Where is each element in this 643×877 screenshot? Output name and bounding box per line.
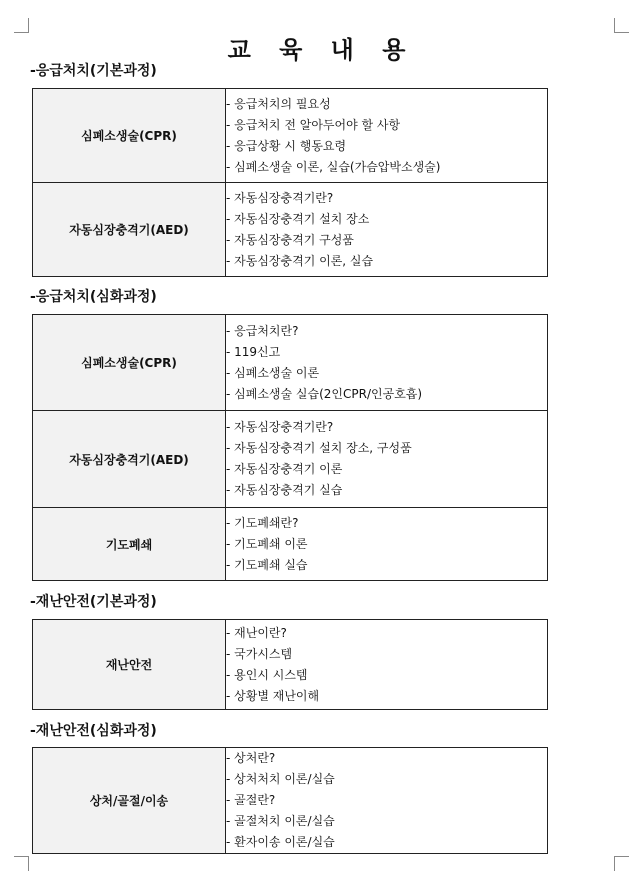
category-cell: 자동심장충격기(AED) bbox=[33, 411, 226, 508]
course-table bbox=[32, 88, 548, 277]
table-row bbox=[33, 315, 548, 411]
items-cell bbox=[226, 315, 548, 411]
list-item: - 자동심장충격기 설치 장소 bbox=[226, 209, 547, 230]
list-item: - 골절란? bbox=[226, 790, 547, 811]
list-item: - 응급상황 시 행동요령 bbox=[226, 136, 547, 157]
items-cell bbox=[226, 183, 548, 277]
section-heading: -응급처치(심화과정) bbox=[30, 289, 157, 305]
list-item: - 자동심장충격기란? bbox=[226, 188, 547, 209]
list-item: - 국가시스템 bbox=[226, 644, 547, 665]
section-heading: -재난안전(기본과정) bbox=[30, 594, 157, 610]
items-cell bbox=[226, 411, 548, 508]
items-cell bbox=[226, 508, 548, 581]
items-cell bbox=[226, 748, 548, 854]
items-cell bbox=[226, 89, 548, 183]
table-row bbox=[33, 508, 548, 581]
list-item: - 응급처치의 필요성 bbox=[226, 94, 547, 115]
list-item: - 자동심장충격기란? bbox=[226, 417, 547, 438]
page-corner-mark bbox=[614, 856, 629, 871]
page-corner-mark bbox=[14, 856, 29, 871]
category-cell: 심폐소생술(CPR) bbox=[33, 89, 226, 183]
list-item: - 응급처치 전 알아두어야 할 사항 bbox=[226, 115, 547, 136]
table-row bbox=[33, 183, 548, 277]
list-item: - 심폐소생술 실습(2인CPR/인공호흡) bbox=[226, 384, 547, 405]
category-cell: 상처/골절/이송 bbox=[33, 748, 226, 854]
list-item: - 기도폐쇄 실습 bbox=[226, 555, 547, 576]
list-item: - 자동심장충격기 구성품 bbox=[226, 230, 547, 251]
list-item: - 기도폐쇄란? bbox=[226, 513, 547, 534]
table-row bbox=[33, 620, 548, 710]
table-row bbox=[33, 411, 548, 508]
category-cell: 기도폐쇄 bbox=[33, 508, 226, 581]
document-title: 교 육 내 용 bbox=[227, 36, 416, 64]
list-item: - 119신고 bbox=[226, 342, 547, 363]
category-cell: 자동심장충격기(AED) bbox=[33, 183, 226, 277]
category-cell: 재난안전 bbox=[33, 620, 226, 710]
list-item: - 기도폐쇄 이론 bbox=[226, 534, 547, 555]
section-heading: -재난안전(심화과정) bbox=[30, 723, 157, 739]
list-item: - 자동심장충격기 이론, 실습 bbox=[226, 251, 547, 272]
course-table bbox=[32, 314, 548, 581]
list-item: - 상처란? bbox=[226, 748, 547, 769]
list-item: - 용인시 시스템 bbox=[226, 665, 547, 686]
section-heading: -응급처치(기본과정) bbox=[30, 63, 157, 79]
course-table bbox=[32, 619, 548, 710]
list-item: - 자동심장충격기 실습 bbox=[226, 480, 547, 501]
course-table bbox=[32, 747, 548, 854]
list-item: - 심폐소생술 이론, 실습(가슴압박소생술) bbox=[226, 157, 547, 178]
list-item: - 심폐소생술 이론 bbox=[226, 363, 547, 384]
items-cell bbox=[226, 620, 548, 710]
list-item: - 상처처치 이론/실습 bbox=[226, 769, 547, 790]
list-item: - 자동심장충격기 설치 장소, 구성품 bbox=[226, 438, 547, 459]
list-item: - 상황별 재난이해 bbox=[226, 686, 547, 707]
list-item: - 응급처치란? bbox=[226, 321, 547, 342]
list-item: - 자동심장충격기 이론 bbox=[226, 459, 547, 480]
category-cell: 심폐소생술(CPR) bbox=[33, 315, 226, 411]
list-item: - 골절처치 이론/실습 bbox=[226, 811, 547, 832]
list-item: - 환자이송 이론/실습 bbox=[226, 832, 547, 853]
list-item: - 재난이란? bbox=[226, 623, 547, 644]
table-row bbox=[33, 89, 548, 183]
table-row bbox=[33, 748, 548, 854]
